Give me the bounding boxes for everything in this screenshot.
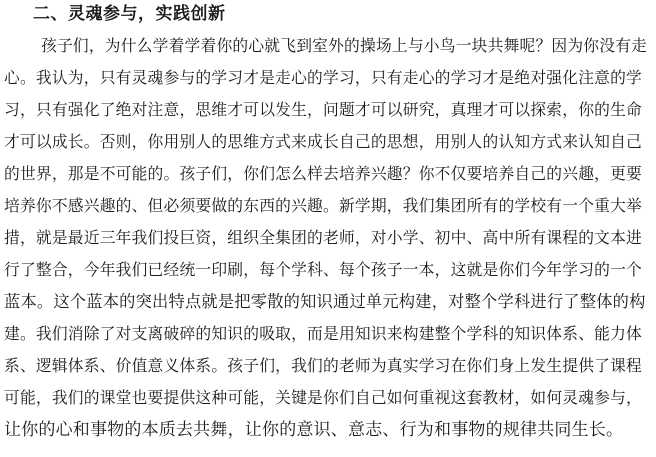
- paragraph-line: 才可以成长。否则，你用别人的思维方式来成长自己的思想，用别人的认知方式来认知自己: [4, 132, 642, 151]
- paragraph-line: 的世界，那是不可能的。孩子们，你们怎么样去培养兴趣？你不仅要培养自己的兴趣，更要: [4, 164, 642, 183]
- paragraph-line: 习，只有强化了绝对注意，思维才可以发生，问题才可以研究，真理才可以探索，你的生命: [4, 100, 642, 119]
- paragraph-line: 系、逻辑体系、价值意义体系。孩子们，我们的老师为真实学习在你们身上发生提供了课程: [4, 356, 642, 375]
- paragraph-line: 孩子们，为什么学着学着你的心就飞到室外的操场上与小鸟一块共舞呢？因为你没有走: [41, 36, 648, 55]
- paragraph-line: 蓝本。这个蓝本的突出特点就是把零散的知识通过单元构建，对整个学科进行了整体的构: [4, 292, 646, 311]
- paragraph-line: 让你的心和事物的本质去共舞，让你的意识、意志、行为和事物的规律共同生长。: [4, 420, 624, 440]
- paragraph-line: 建。我们消除了对支离破碎的知识的吸取，而是用知识来构建整个学科的知识体系、能力体: [4, 324, 642, 343]
- paragraph-line: 可能，我们的课堂也要提供这种可能，关键是你们自己如何重视这套教材，如何灵魂参与，: [4, 388, 642, 407]
- paragraph-line: 措，就是最近三年我们投巨资，组织全集团的老师，对小学、初中、高中所有课程的文本进: [4, 228, 642, 247]
- paragraph-line: 心。我认为，只有灵魂参与的学习才是走心的学习，只有走心的学习才是绝对强化注意的学: [4, 68, 642, 87]
- paragraph-line: 行了整合，今年我们已经统一印刷，每个学科、每个孩子一本，这就是你们今年学习的一个: [4, 260, 642, 279]
- paragraph-line: 培养你不感兴趣的、但必须要做的东西的兴趣。新学期，我们集团所有的学校有一个重大举: [4, 196, 642, 215]
- section-heading: 二、灵魂参与，实践创新: [33, 4, 226, 24]
